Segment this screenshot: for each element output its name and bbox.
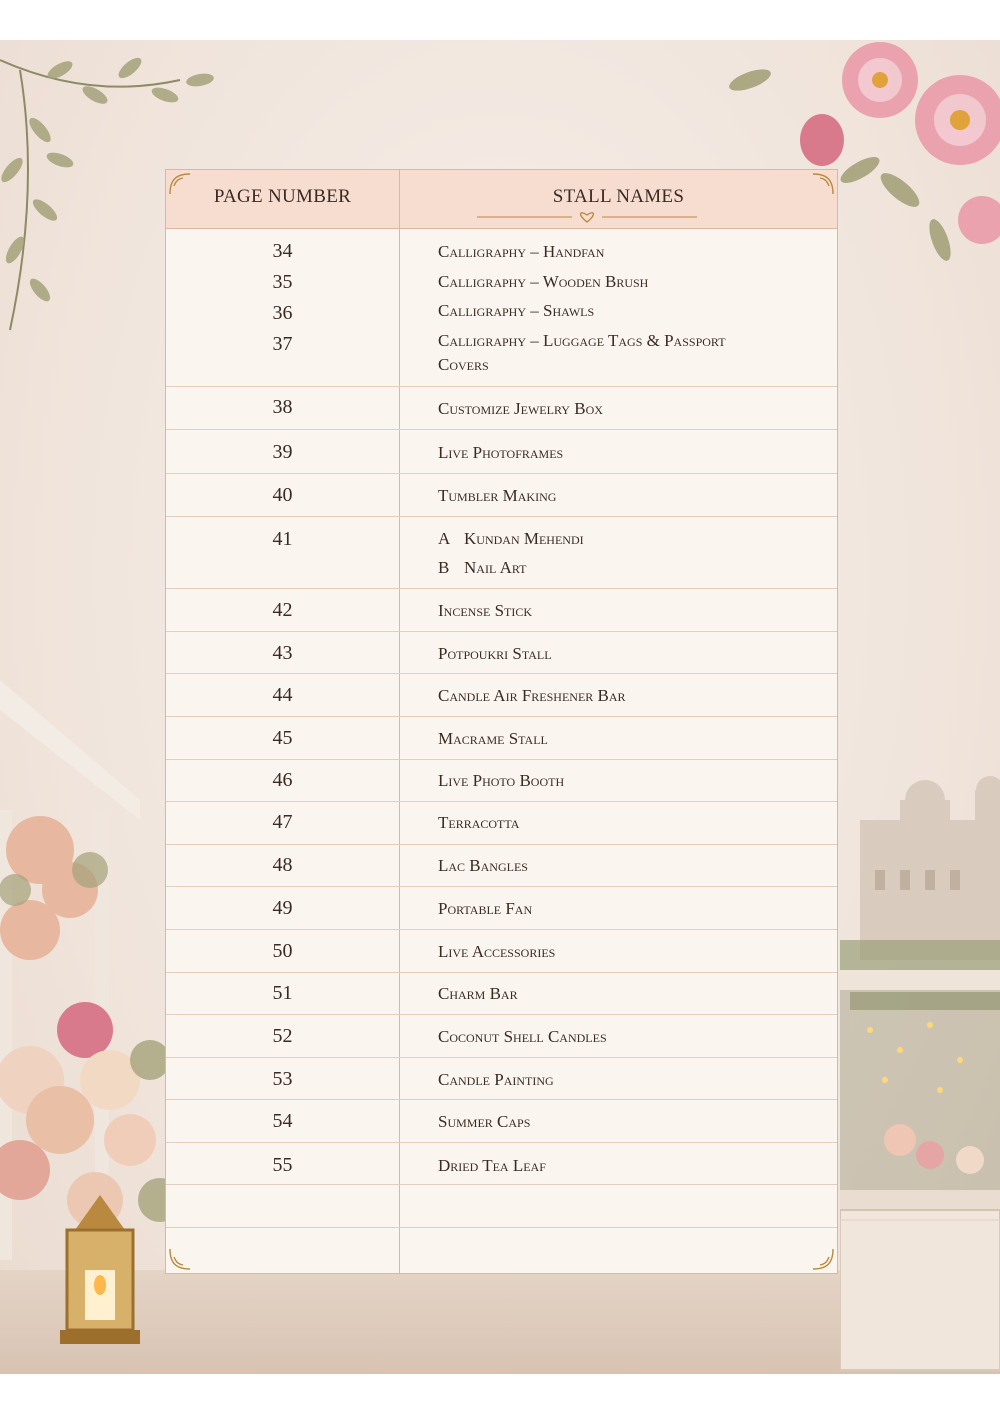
page-number: 37 <box>272 333 293 355</box>
stall-name: Portable Fan <box>438 899 533 918</box>
stall-name: Tumbler Making <box>438 486 557 505</box>
row-divider <box>166 886 837 887</box>
stall-name: Dried Tea Leaf <box>438 1156 546 1175</box>
stall-name: Calligraphy – Handfan <box>438 242 605 261</box>
page-number: 39 <box>272 441 293 463</box>
stall-name: Live Accessories <box>438 942 556 961</box>
page-number: 54 <box>272 1110 293 1132</box>
page-background <box>0 40 1000 1374</box>
page-number: 36 <box>272 302 293 324</box>
stall-name: Potpoukri Stall <box>438 644 552 663</box>
page-number: 35 <box>272 271 293 293</box>
stall-name-a <box>438 527 818 551</box>
stall-name: Customize Jewelry Box <box>438 399 603 418</box>
page-number: 42 <box>272 599 293 621</box>
page-number: 52 <box>272 1025 293 1047</box>
sub-item-name: Nail Art <box>464 558 527 577</box>
stall-table <box>165 169 838 1274</box>
stall-name: Charm Bar <box>438 984 518 1003</box>
stall-name: Live Photo Booth <box>438 771 565 790</box>
page-number: 45 <box>272 727 293 749</box>
column-divider <box>399 170 400 1273</box>
page-number: 40 <box>272 484 293 506</box>
row-divider <box>166 386 837 387</box>
stall-name: Macrame Stall <box>438 729 548 748</box>
stall-name: Candle Painting <box>438 1070 554 1089</box>
palace-and-stall-right-icon <box>840 760 1000 1374</box>
page-number: 49 <box>272 897 293 919</box>
sub-item-tag: A <box>438 529 451 548</box>
page-number: 41 <box>272 528 293 550</box>
row-divider <box>166 1142 837 1143</box>
page-number: 43 <box>272 642 293 664</box>
stall-name: Coconut Shell Candles <box>438 1027 607 1046</box>
row-divider <box>166 844 837 845</box>
stall-name-b <box>438 556 818 580</box>
corner-flourish-icon <box>168 1247 192 1271</box>
row-divider <box>166 1184 837 1185</box>
table-header <box>166 170 837 229</box>
row-divider <box>166 473 837 474</box>
row-divider <box>166 716 837 717</box>
sub-item-tag: B <box>438 558 450 577</box>
stall-name: Incense Stick <box>438 601 533 620</box>
sub-item-name: Kundan Mehendi <box>464 529 584 548</box>
row-divider <box>166 972 837 973</box>
stall-name: Calligraphy – Wooden Brush <box>438 272 649 291</box>
row-divider <box>166 516 837 517</box>
stall-name: Live Photoframes <box>438 443 564 462</box>
corner-flourish-icon <box>168 172 192 196</box>
stall-name: Calligraphy – Shawls <box>438 301 595 320</box>
page-number: 46 <box>272 769 293 791</box>
page-number: 51 <box>272 982 293 1004</box>
page-number: 47 <box>272 811 293 833</box>
row-divider <box>166 631 837 632</box>
stall-name: Summer Caps <box>438 1112 531 1131</box>
header-ornament-icon <box>477 210 697 224</box>
row-divider <box>166 429 837 430</box>
row-divider <box>166 1099 837 1100</box>
page-number: 50 <box>272 940 293 962</box>
row-divider <box>166 1014 837 1015</box>
row-divider <box>166 801 837 802</box>
row-divider <box>166 1057 837 1058</box>
header-stall-names: STALL NAMES <box>552 186 685 207</box>
row-divider <box>166 929 837 930</box>
page-number: 38 <box>272 396 293 418</box>
row-divider <box>166 1227 837 1228</box>
stall-name: Candle Air Freshener Bar <box>438 686 626 705</box>
page-number: 48 <box>272 854 293 876</box>
corner-flourish-icon <box>811 172 835 196</box>
lantern-icon <box>45 1190 155 1374</box>
stall-name: Calligraphy – Luggage Tags & Passport <box>438 331 726 350</box>
stall-name: Terracotta <box>438 813 520 832</box>
row-divider <box>166 673 837 674</box>
stall-name: Lac Bangles <box>438 856 528 875</box>
page-number: 34 <box>272 240 293 262</box>
page-number: 53 <box>272 1068 293 1090</box>
corner-flourish-icon <box>811 1247 835 1271</box>
header-page-number: PAGE NUMBER <box>213 186 352 207</box>
page-number: 55 <box>272 1154 293 1176</box>
row-divider <box>166 759 837 760</box>
stall-name-continued: Covers <box>438 355 489 374</box>
page-number: 44 <box>272 684 293 706</box>
row-divider <box>166 588 837 589</box>
